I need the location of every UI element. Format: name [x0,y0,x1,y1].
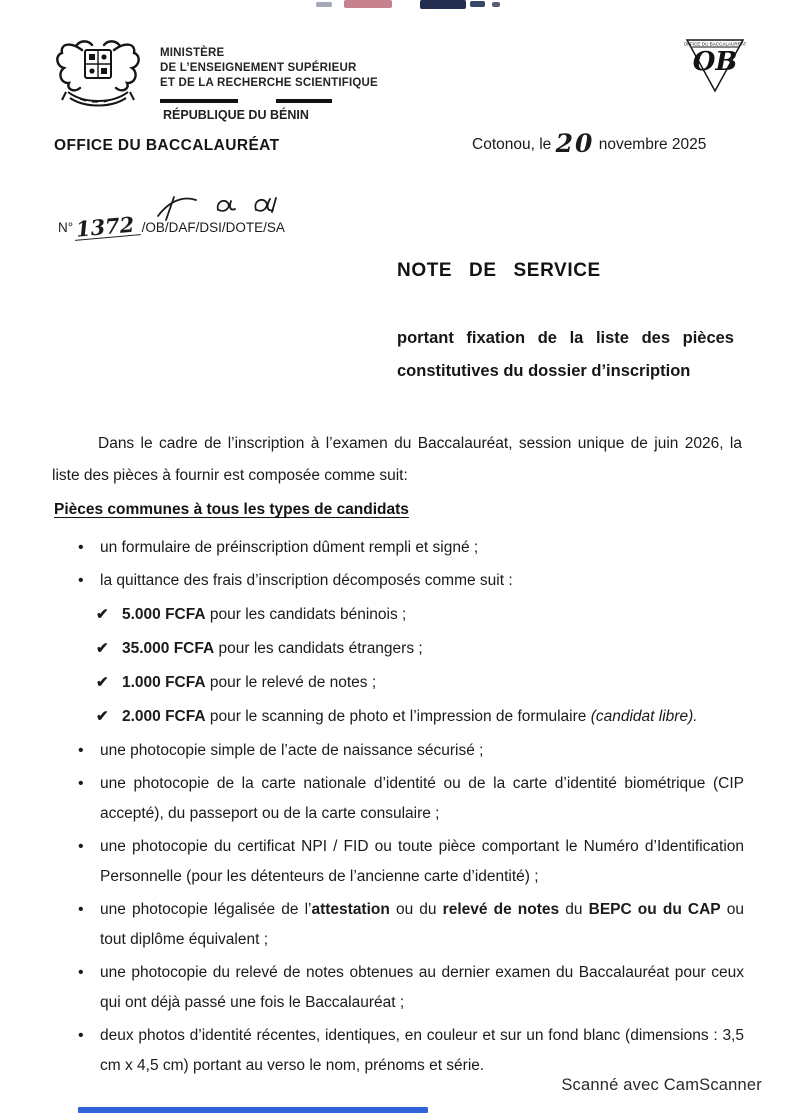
ministry-line: DE L’ENSEIGNEMENT SUPÉRIEUR [160,62,357,74]
text-segment: pour le scanning de photo et l’impression de formulaire [205,708,591,725]
text-segment: 5.000 FCFA [122,606,206,623]
section-heading: Pièces communes à tous les types de candidats [54,501,409,518]
bullet-icon: • [78,901,84,918]
list-item-text [100,736,744,766]
sublist-item-text [122,702,744,732]
bullet-icon: • [78,775,84,792]
text-segment: un formulaire de préinscription dûment rempli et signé ; [100,539,479,556]
reference-prefix: N° [58,220,74,235]
text-segment: attestation [311,901,390,918]
text-segment: 1.000 FCFA [122,674,206,691]
scan-artifact [344,0,392,8]
check-icon: ✔ [96,640,109,657]
text-segment: BEPC ou du CAP [588,901,721,918]
sublist-item-text [122,600,744,630]
reference-suffix: /OB/DAF/DSI/DOTE/SA [141,220,285,235]
bullet-icon: • [78,539,84,556]
handwritten-day: 20 [555,129,595,158]
list-item [52,1021,744,1081]
scan-artifact [470,1,485,7]
ministry-line: MINISTÈRE [160,47,225,59]
list-item [52,736,744,766]
list-item [52,958,744,1018]
scan-artifact [492,2,500,7]
list-item-text [100,566,744,596]
text-segment: une photocopie du certificat NPI / FID ou toute pièce comportant le Numéro d’Identification Personnelle (pour les détenteurs de l’ancienne carte d’identité) ; [100,838,744,885]
bullet-icon: • [78,838,84,855]
text-segment: 2.000 FCFA [122,708,206,725]
list-item-text [100,533,744,563]
text-segment: 35.000 FCFA [122,640,215,657]
text-segment: une photocopie légalisée de l’ [100,901,312,918]
dateline-prefix: Cotonou, le [472,136,556,153]
list-item-text [100,958,744,1018]
text-segment: (candidat libre). [590,708,698,725]
text-segment: relevé de notes [442,901,560,918]
common-pieces-list [52,530,744,1084]
text-segment: la quittance des frais d’inscription décomposés comme suit : [100,572,513,589]
scan-artifact [420,0,466,9]
note-de-service-title: NOTE DE SERVICE [397,260,601,281]
list-item [52,769,744,829]
bullet-icon: • [78,1027,84,1044]
list-item-text [100,832,744,892]
check-icon: ✔ [96,674,109,691]
sublist-item [52,634,744,664]
sublist-item [52,668,744,698]
note-subtitle: portant fixation de la liste des pièces constitutives du dossier d’inscription [397,329,734,380]
header-divider [160,99,420,103]
check-icon: ✔ [96,708,109,725]
reference-line [58,211,285,242]
text-segment: deux photos d’identité récentes, identiques, en couleur et sur un fond blanc (dimensions : 3,5 cm x 4,5 cm) portant au verso le nom, prénoms et série. [100,1027,744,1074]
text-segment: pour le relevé de notes ; [205,674,377,691]
sublist-item [52,600,744,630]
sublist-item-text [122,668,744,698]
list-item [52,832,744,892]
list-item [52,533,744,563]
text-segment: pour les candidats béninois ; [205,606,407,623]
ministry-name [160,46,378,91]
sublist-item [52,702,744,732]
logo-monogram: OB [692,47,738,77]
list-item-text [100,895,744,955]
camscanner-watermark: Scanné avec CamScanner [561,1076,762,1094]
bullet-icon: • [78,742,84,759]
text-segment: une photocopie simple de l’acte de naissance sécurisé ; [100,742,484,759]
dateline-suffix: novembre 2025 [594,136,707,153]
list-item-text [100,769,744,829]
fees-sublist [52,600,744,732]
logo-band-text: OFFICE DU BACCALAUREAT [684,41,746,47]
camscanner-bar [78,1107,428,1113]
scan-artifact [316,2,332,7]
list-item [52,895,744,955]
text-segment: du [559,901,589,918]
office-baccalaureat-logo [684,36,746,96]
office-du-baccalaureat-title: OFFICE DU BACCALAURÉAT [54,137,280,154]
intro-paragraph: Dans le cadre de l’inscription à l’examen du Baccalauréat, session unique de juin 2026, la liste des pièces à fournir est composée comme suit: [52,435,742,484]
bullet-icon: • [78,572,84,589]
text-segment: ou tout diplôme équivalent ; [100,901,744,948]
dateline [472,129,707,158]
republic-label: RÉPUBLIQUE DU BÉNIN [163,108,309,122]
text-segment: une photocopie de la carte nationale d’identité ou de la carte d’identité biométrique (CIP accepté), du passeport ou de la carte consulaire ; [100,775,744,822]
sublist-item-text [122,634,744,664]
text-segment: pour les candidats étrangers ; [214,640,423,657]
handwritten-reference-number: 1372 [73,215,141,241]
ministry-line: ET DE LA RECHERCHE SCIENTIFIQUE [160,77,378,89]
bullet-icon: • [78,964,84,981]
text-segment: ou du [389,901,443,918]
benin-coat-of-arms-icon [52,36,144,118]
list-item-text [100,1021,744,1081]
check-icon: ✔ [96,606,109,623]
text-segment: une photocopie du relevé de notes obtenues au dernier examen du Baccalauréat pour ceux qui ont déjà passé une fois le Baccalauréat ; [100,964,744,1011]
list-item [52,566,744,596]
reference-block [58,194,378,252]
